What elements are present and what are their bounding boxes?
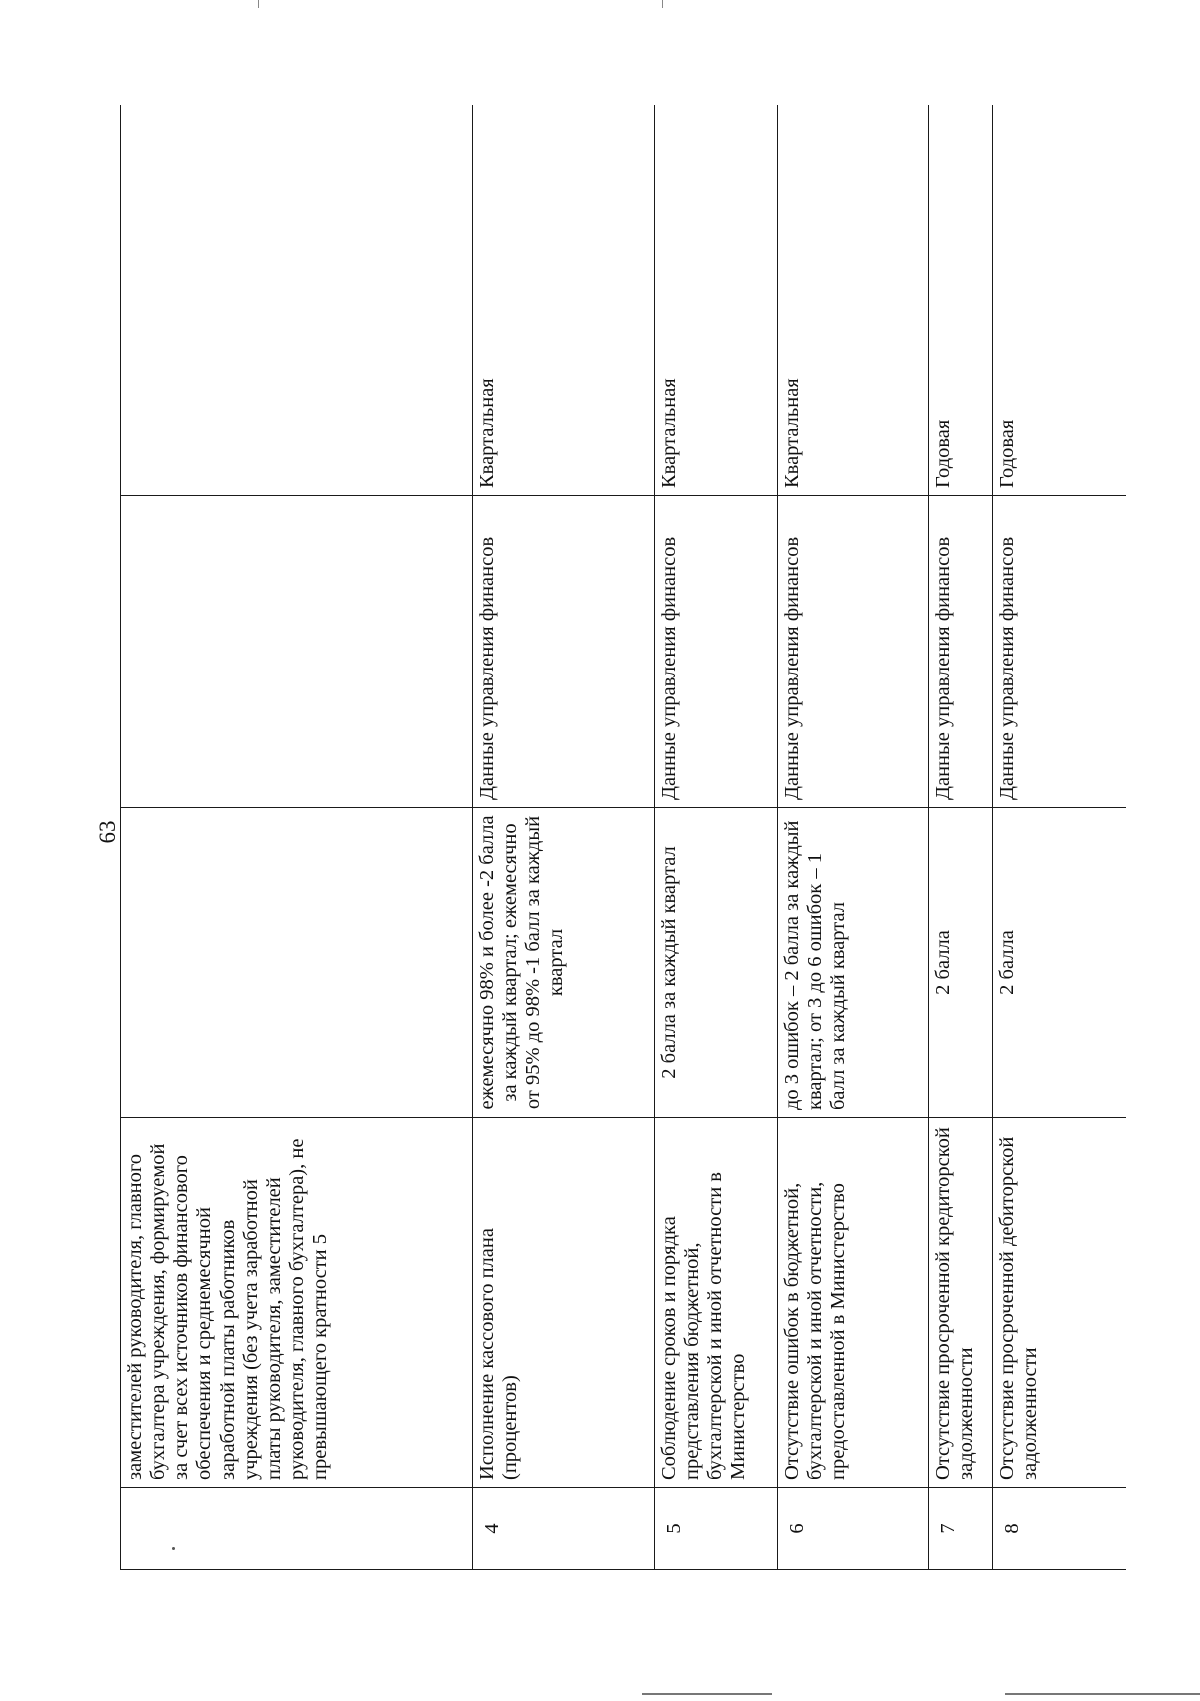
periodicity-cell: Годовая (993, 105, 1127, 496)
row-number (121, 1488, 473, 1570)
table-row (929, 105, 993, 1570)
source-cell: Данные управления финансов (929, 496, 993, 808)
score-cell (121, 808, 473, 1118)
source-cell: Данные управления финансов (655, 496, 778, 808)
scan-artifact (642, 1693, 772, 1695)
score-cell: до 3 ошибок – 2 балла за каждый квартал; от 3 до 6 ошибок – 1 балл за каждый квартал (778, 808, 929, 1118)
source-cell: Данные управления финансов (473, 496, 655, 808)
table-row (778, 105, 929, 1570)
scan-artifact (258, 0, 259, 8)
score-cell: ежемесячно 98% и более -2 балла за каждый квартал; ежемесячно от 95% до 98% -1 балл за каждый квартал (473, 808, 655, 1118)
criterion-cell: Отсутствие просроченной дебиторской задолженности (993, 1118, 1127, 1488)
row-number: 8 (993, 1488, 1127, 1570)
score-cell: 2 балла (929, 808, 993, 1118)
criterion-cell: Исполнение кассового плана (процентов) (473, 1118, 655, 1488)
periodicity-cell: Квартальная (473, 105, 655, 496)
scan-speck (172, 1547, 175, 1550)
row-number: 5 (655, 1488, 778, 1570)
row-number: 6 (778, 1488, 929, 1570)
scan-artifact (1005, 1693, 1200, 1695)
source-cell: Данные управления финансов (778, 496, 929, 808)
row-number: 7 (929, 1488, 993, 1570)
page-number: 63 (95, 820, 120, 844)
table-row (473, 105, 655, 1570)
table-row (121, 105, 473, 1570)
criterion-cell: Отсутствие просроченной кредиторской задолженности (929, 1118, 993, 1488)
periodicity-cell: Годовая (929, 105, 993, 496)
source-cell (121, 496, 473, 808)
row-number: 4 (473, 1488, 655, 1570)
rotated-table-container (120, 105, 1126, 1570)
periodicity-cell: Квартальная (655, 105, 778, 496)
periodicity-cell: Квартальная (778, 105, 929, 496)
score-cell: 2 балла (993, 808, 1127, 1118)
criterion-cell: Соблюдение сроков и порядка представления бюджетной, бухгалтерской и иной отчетности в Министерство (655, 1118, 778, 1488)
criterion-cell: Отсутствие ошибок в бюджетной, бухгалтерской и иной отчетности, предоставленной в Министерство (778, 1118, 929, 1488)
score-cell: 2 балла за каждый квартал (655, 808, 778, 1118)
periodicity-cell (121, 105, 473, 496)
criteria-table (120, 105, 1126, 1570)
scan-artifact (662, 0, 663, 8)
table-row (655, 105, 778, 1570)
source-cell: Данные управления финансов (993, 496, 1127, 808)
table-row (993, 105, 1127, 1570)
criterion-cell: заместителей руководителя, главного бухгалтера учреждения, формируемой за счет всех источников финансового обеспечения и среднемесячной заработной платы работников учреждения (без учета заработной платы руководителя, заместителей руководителя, главного бухгалтера), не превышающего кратности 5 (121, 1118, 473, 1488)
